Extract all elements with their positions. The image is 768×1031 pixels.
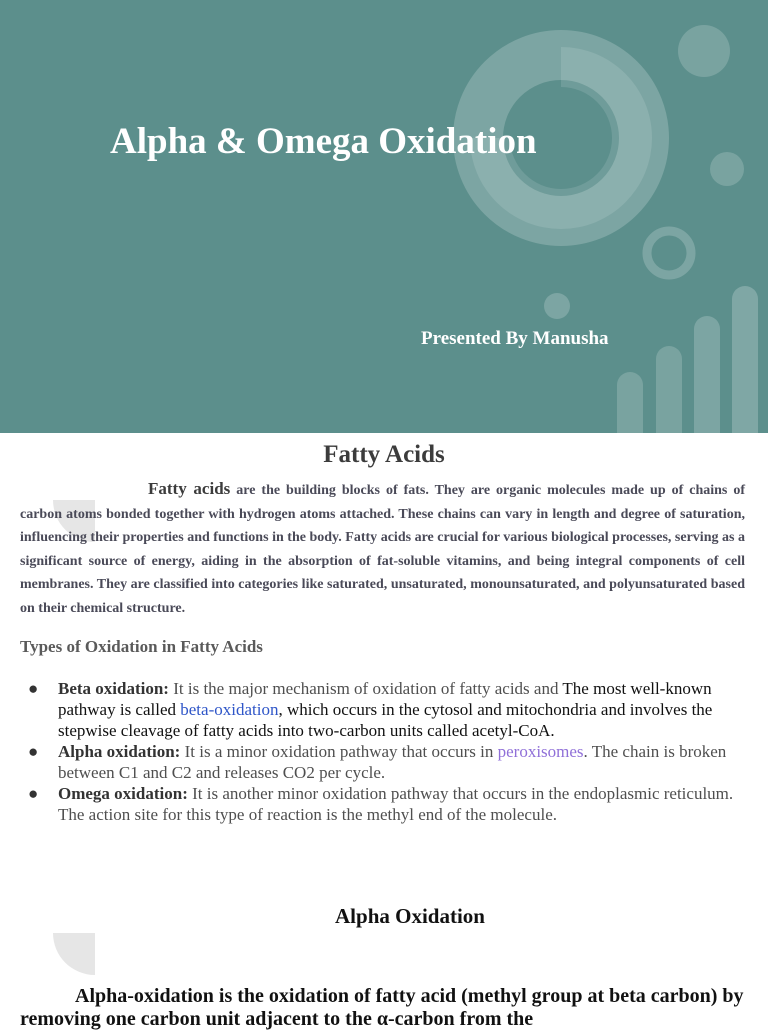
bullet-icon: ● xyxy=(28,679,39,698)
alpha-oxidation-heading: Alpha Oxidation xyxy=(335,904,485,928)
bar-2 xyxy=(656,346,682,433)
beta-term: Beta oxidation: xyxy=(58,679,169,698)
presenter-name: Presented By Manusha xyxy=(421,328,609,349)
peroxisomes-link[interactable]: peroxisomes xyxy=(497,742,584,761)
alpha-text: . The chain is broken between C1 and C2 and releases CO2 per cycle. xyxy=(58,742,727,782)
corner-decoration xyxy=(53,933,95,975)
omega-term: Omega oxidation: xyxy=(58,784,188,803)
omega-text: It is another minor oxidation pathway that occurs in the endoplasmic reticulum. The action site for this type of reaction is the methyl end of the molecule. xyxy=(58,784,734,824)
list-item-beta xyxy=(20,678,750,741)
list-item-omega xyxy=(20,783,750,825)
small-pie-1 xyxy=(678,25,730,77)
small-pie-2 xyxy=(710,152,744,186)
intro-text: are the building blocks of fats. They are organic molecules made up of chains of carbon atoms bonded together with hydrogen atoms attached. These chains can vary in length and degree of saturation, influencing their properties and functions in the body. Fatty acids are crucial for various biological processes, serving as a significant source of energy, aiding in the absorption of fat-soluble vitamins, and being integral components of cell membranes. They are classified into categories like saturated, unsaturated, monounsaturated, and polyunsaturated based on their chemical structure. xyxy=(20,483,746,616)
alpha-text: It is a minor oxidation pathway that occurs in xyxy=(180,742,498,761)
section-heading: Fatty Acids xyxy=(323,441,445,468)
title-slide xyxy=(0,0,768,433)
small-ring xyxy=(647,231,691,275)
beta-text: The most well-known pathway is called xyxy=(58,679,712,719)
bullet-icon: ● xyxy=(28,742,39,761)
alpha-oxidation-paragraph: Alpha-oxidation is the oxidation of fatty acid (methyl group at beta carbon) by removing one carbon unit adjacent to the α-carbon from the xyxy=(20,985,744,1030)
intro-term: Fatty acids xyxy=(148,479,231,498)
list-item-alpha xyxy=(20,741,750,783)
beta-text: , which occurs in the cytosol and mitochondria and involves the stepwise cleavage of fatty acids into two-carbon units called acetyl-CoA. xyxy=(58,700,713,740)
bar-3 xyxy=(694,316,720,433)
beta-text: It is the major mechanism of oxidation of fatty acids and xyxy=(168,679,563,698)
types-heading: Types of Oxidation in Fatty Acids xyxy=(20,637,263,656)
bar-4 xyxy=(732,286,758,433)
slide-title: Alpha & Omega Oxidation xyxy=(110,121,537,162)
small-dot xyxy=(544,293,570,319)
bar-1 xyxy=(617,372,643,433)
alpha-term: Alpha oxidation: xyxy=(58,742,181,761)
bullet-icon: ● xyxy=(28,784,39,803)
intro-paragraph xyxy=(20,477,745,620)
beta-oxidation-link[interactable]: beta-oxidation xyxy=(180,700,279,719)
oxidation-types-list xyxy=(20,678,750,825)
slide-decoration xyxy=(0,0,768,433)
